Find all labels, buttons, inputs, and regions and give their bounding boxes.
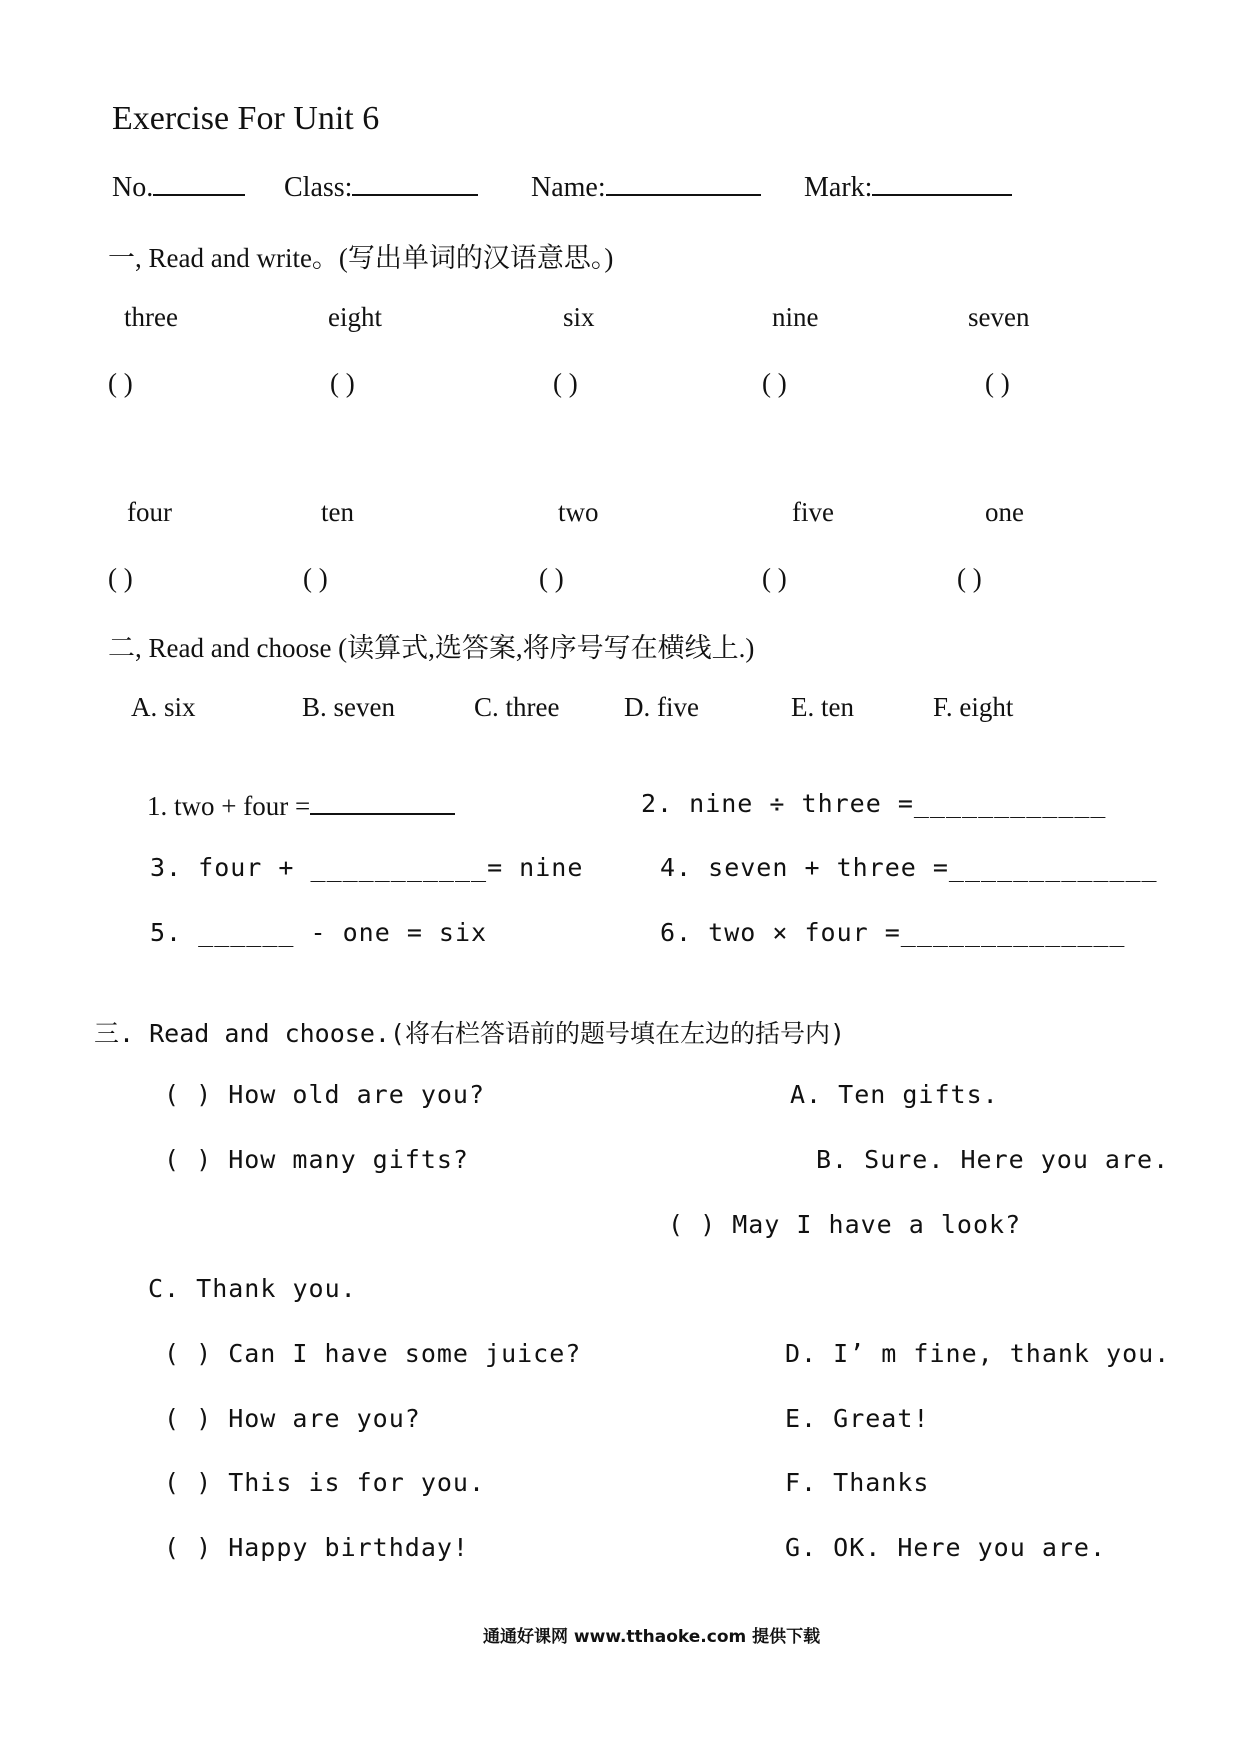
option-item: E. ten bbox=[791, 692, 854, 722]
word-item: ten bbox=[321, 497, 354, 527]
math-question[interactable]: 4. seven + three =_____________ bbox=[660, 853, 1158, 882]
math-question[interactable] bbox=[147, 789, 455, 822]
answer-paren[interactable]: ( ) bbox=[553, 368, 578, 398]
mark-blank[interactable] bbox=[872, 170, 1012, 196]
word-item: two bbox=[558, 497, 599, 527]
answer-blank[interactable] bbox=[310, 789, 455, 815]
match-answer: E. Great! bbox=[785, 1404, 930, 1433]
match-question[interactable]: ( ) How are you? bbox=[164, 1404, 421, 1433]
match-question[interactable]: ( ) How old are you? bbox=[164, 1080, 486, 1109]
match-question[interactable]: ( ) This is for you. bbox=[164, 1468, 486, 1497]
no-blank[interactable] bbox=[153, 170, 245, 196]
section2-heading: 二, Read and choose (读算式,选答案,将序号写在横线上.) bbox=[108, 633, 755, 663]
math-question[interactable]: 2. nine ÷ three =____________ bbox=[641, 789, 1107, 818]
mark-label: Mark: bbox=[804, 172, 873, 203]
no-field[interactable] bbox=[112, 170, 245, 204]
word-item: seven bbox=[968, 302, 1030, 332]
answer-paren[interactable]: ( ) bbox=[539, 563, 564, 593]
name-label: Name: bbox=[531, 172, 606, 203]
answer-paren[interactable]: ( ) bbox=[303, 563, 328, 593]
match-answer: C. Thank you. bbox=[148, 1274, 357, 1303]
option-item: C. three bbox=[474, 692, 560, 722]
answer-paren[interactable]: ( ) bbox=[330, 368, 355, 398]
class-label: Class: bbox=[284, 172, 353, 203]
match-question[interactable]: ( ) May I have a look? bbox=[668, 1210, 1022, 1239]
word-item: eight bbox=[328, 302, 382, 332]
match-answer: D. I’ m fine, thank you. bbox=[785, 1339, 1171, 1368]
match-answer: G. OK. Here you are. bbox=[785, 1533, 1107, 1562]
match-answer: B. Sure. Here you are. bbox=[816, 1145, 1170, 1174]
answer-paren[interactable]: ( ) bbox=[108, 563, 133, 593]
math-question[interactable]: 6. two × four =______________ bbox=[660, 918, 1126, 947]
answer-paren[interactable]: ( ) bbox=[985, 368, 1010, 398]
section1-heading: 一, Read and write。(写出单词的汉语意思。) bbox=[108, 243, 614, 273]
answer-paren[interactable]: ( ) bbox=[957, 563, 982, 593]
word-item: four bbox=[127, 497, 172, 527]
page-title: Exercise For Unit 6 bbox=[112, 100, 380, 137]
match-answer: A. Ten gifts. bbox=[790, 1080, 999, 1109]
math-question-text: 1. two + four = bbox=[147, 791, 311, 821]
math-question[interactable]: 3. four + ___________= nine bbox=[150, 853, 584, 882]
name-blank[interactable] bbox=[606, 170, 761, 196]
section3-heading: 三. Read and choose.(将右栏答语前的题号填在左边的括号内) bbox=[94, 1019, 846, 1048]
word-item: six bbox=[563, 302, 595, 332]
answer-paren[interactable]: ( ) bbox=[762, 563, 787, 593]
match-question[interactable]: ( ) How many gifts? bbox=[164, 1145, 469, 1174]
math-question[interactable]: 5. ______ - one = six bbox=[150, 918, 488, 947]
class-field[interactable] bbox=[284, 170, 478, 204]
match-answer: F. Thanks bbox=[785, 1468, 930, 1497]
option-item: F. eight bbox=[933, 692, 1014, 722]
no-label: No. bbox=[112, 172, 154, 203]
match-question[interactable]: ( ) Happy birthday! bbox=[164, 1533, 469, 1562]
answer-paren[interactable]: ( ) bbox=[762, 368, 787, 398]
word-item: one bbox=[985, 497, 1024, 527]
option-item: A. six bbox=[131, 692, 196, 722]
answer-paren[interactable]: ( ) bbox=[108, 368, 133, 398]
match-question[interactable]: ( ) Can I have some juice? bbox=[164, 1339, 582, 1368]
word-item: five bbox=[792, 497, 834, 527]
word-item: nine bbox=[772, 302, 819, 332]
name-field[interactable] bbox=[531, 170, 761, 204]
mark-field[interactable] bbox=[804, 170, 1012, 204]
option-item: B. seven bbox=[302, 692, 395, 722]
word-item: three bbox=[124, 302, 178, 332]
option-item: D. five bbox=[624, 692, 699, 722]
class-blank[interactable] bbox=[352, 170, 478, 196]
footer-text: 通通好课网 www.tthaoke.com 提供下载 bbox=[483, 1627, 821, 1647]
